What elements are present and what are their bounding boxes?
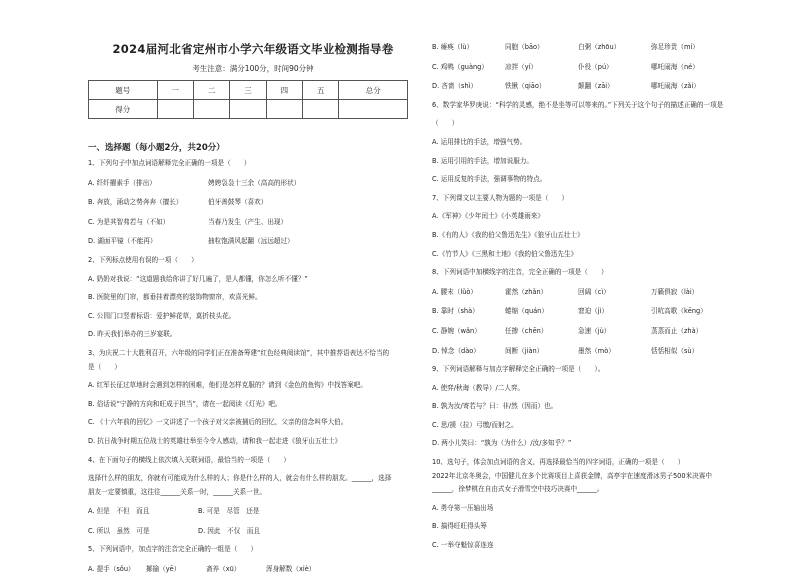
option: B. 瘫痪（lù）: [432, 43, 474, 51]
option-row: [432, 288, 732, 297]
option: C. 一举夺魁惊喜连连: [432, 541, 494, 550]
option-row: [432, 43, 732, 52]
question-stem: 10、选句子，体会加点词语的含义，再选择最恰当的四字词语，正确的一项是（ ）: [432, 458, 685, 467]
option-row: [432, 327, 732, 336]
option: A. 运用排比的手法，增强气势。: [432, 137, 527, 146]
option-row: [88, 218, 418, 227]
option: C. 静婉（wǎn）: [432, 326, 481, 335]
score-table-score-row: [89, 100, 408, 119]
option: D. 吝啬（shì）: [432, 82, 478, 91]
option: A. 红军长征过草地时会遇到怎样的困难，他们是怎样克服的？请到《金色的鱼钩》中找答案吧。: [88, 381, 367, 390]
option-row: [432, 307, 732, 316]
option: 抽粒饱满风起翻（远远超过）: [208, 237, 294, 246]
option: A. 但是 不但 而且: [88, 507, 150, 516]
option: B. 搞得旺旺得头筹: [432, 522, 487, 531]
score-header-cell: 总分: [339, 81, 408, 100]
option: B. 可是 尽管 还是: [198, 507, 260, 516]
option: 颠翻（zāi）: [578, 82, 614, 91]
option: A. 勇夺第一压轴出场: [432, 503, 494, 512]
section-heading: 一、选择题（每小题2分，共20分）: [88, 143, 225, 153]
question-passage: 选择什么样的朋友，你就有可能成为什么样的人；你是什么样的人，就会有什么样的朋友。______，选择: [88, 474, 392, 483]
exam-notice: 考生注意：满分100分，时间90分钟: [192, 64, 314, 73]
option: D. 抗日战争时期五位战士的英雄壮举至今令人感动，请和我一起走进《狼牙山五壮士》: [88, 436, 342, 445]
question-stem: 5、下列词语中，加点字的注音完全正确的一组是（ ）: [88, 545, 258, 554]
option: D. 悼念（dào）: [432, 346, 480, 355]
right-column: [432, 0, 732, 550]
exam-title: 2024届河北省定州市小学六年级语文毕业检测指导卷: [112, 42, 394, 56]
score-header-cell: 四: [266, 81, 302, 100]
option: D. 因此 不仅 而且: [198, 526, 261, 535]
question-paren: （ ）: [432, 119, 459, 128]
option: C. 思/援（拉）弓缴/而射之。: [432, 420, 518, 429]
option-row: [432, 63, 732, 72]
option: A. 奶奶对我说：“这道题我给你讲了好几遍了，是人都懂，你怎么听不懂？”: [88, 274, 308, 283]
question-stem: 1、下列句子中加点词语解释完全正确的一项是（ ）: [88, 159, 251, 167]
score-table-header-row: [89, 81, 408, 100]
question-stem: 8、下列词语中加横线字的注音，完全正确的一项是（ ）: [432, 268, 608, 277]
score-cell: [230, 100, 266, 119]
option-row: [88, 179, 418, 188]
question-passage: 2022年北京冬奥会，中国健儿在多个比赛项目上喜获金牌，高亭宇在速度滑冰男子500米决赛中: [432, 471, 712, 480]
option: A. 使弈/秋诲（教导）/二人弈。: [432, 383, 525, 392]
question-stem-cont: 是（ ）: [88, 362, 121, 371]
option: 伯牙善鼓琴（喜欢）: [208, 198, 268, 207]
option: 恬恬相似（sù）: [651, 346, 699, 355]
option: B. 运用引用的手法，增加说服力。: [432, 156, 534, 165]
option: 同胞（bāo）: [505, 43, 544, 51]
option: 急速（jù）: [578, 326, 611, 335]
option: 白粥（zhōu）: [578, 43, 621, 51]
option: B. 俗话说“宁静的方向和旺成于担当”，请在一起阅读《灯光》吧。: [88, 399, 282, 408]
score-cell: [266, 100, 302, 119]
option: C. 所以 虽然 可是: [88, 526, 150, 535]
option: 娉娉袅袅十三余（高高的形状）: [208, 178, 301, 187]
option: 浑身解数（xiè）: [266, 565, 316, 574]
score-row-label: 得分: [89, 100, 158, 119]
option: B. 奔放，涌动之势奔奔（擅长）: [88, 198, 183, 207]
question-stem: 3、为庆祝二十大胜利召开，六年级的同学们正在准备筹建“红色经典阅读馆”，其中推荐语表达不恰当的: [88, 348, 390, 357]
score-header-cell: 题号: [89, 81, 158, 100]
option: C.《竹节人》《三黑和土地》《我的伯父鲁迅先生》: [432, 249, 578, 258]
option: C. 运用反复的手法，强调事物的特点。: [432, 175, 547, 184]
option-row: [88, 527, 418, 536]
question-passage: 朋友一定要慎重，这往往______关系一时，______关系一世。: [88, 487, 267, 496]
option: B.《有的人》《我的伯父鲁迅先生》《狼牙山五壮士》: [432, 230, 584, 239]
score-header-cell: 一: [157, 81, 193, 100]
option: B. 孰为汝/寄若与？曰：非/然（因而）也。: [432, 402, 558, 411]
option: 铁锹（qiāo）: [505, 82, 546, 91]
option: 回阔（cì）: [578, 287, 610, 296]
question-stem: 4、在下面句子的横线上依次填入关联词语，最恰当的一项是（ ）: [88, 455, 291, 464]
score-header-cell: 三: [230, 81, 266, 100]
option: 任掺（chēn）: [505, 326, 548, 335]
option: C. 公园门口竖着标语：爱护鲜花草，莫折枝头花。: [88, 311, 236, 320]
option: 仆役（pú）: [578, 62, 613, 71]
option: 揶揄（yē）: [146, 565, 181, 574]
option: D. 湖面平镜（不能再）: [88, 237, 157, 246]
option: C. 《十六年前的回忆》一文讲述了一个孩子对父亲被捕后的回忆，父亲的信念叫华大伯。: [88, 418, 348, 427]
option: 间断（jiàn）: [505, 346, 544, 355]
score-cell: [303, 100, 339, 119]
option: 弥足珍贵（mí）: [651, 43, 699, 51]
option-row: [432, 82, 732, 91]
option: D. 昨天我们举办的三岁宴联。: [88, 330, 177, 339]
option-row: [88, 507, 418, 516]
score-header-cell: 二: [193, 81, 229, 100]
option: 斋养（xū）: [206, 565, 241, 574]
question-passage: ______，徐梦桃在自由式女子滑雪空中技巧决赛中______。: [432, 485, 604, 494]
score-cell: [157, 100, 193, 119]
score-table: [88, 80, 408, 119]
option: 引吭高歌（kēng）: [651, 307, 707, 316]
option: A. 纤纤擢素手（排出）: [88, 178, 156, 187]
option-row: [432, 347, 732, 356]
option: D. 两小儿笑曰：“孰为（为什么）/汝/多知乎？”: [432, 439, 572, 448]
option: 霍然（zhǎn）: [505, 287, 548, 296]
option: 蒸蒸而止（zhà）: [651, 326, 703, 335]
option: A. 提手（sǒu）: [88, 565, 135, 574]
question-stem: 6、数学家华罗庚说：“科学的灵感，绝不是坐等可以等来的。”下列关于这个句子的描述正确的一项是: [432, 100, 724, 109]
question-stem: 7、下列课文以主要人物为题的一项是（ ）: [432, 193, 569, 202]
option: 万籁俱寂（lài）: [651, 287, 699, 296]
option: B. 医院里的门帘，都垂挂着漂亮的装饰物窗帘，欢喜光鲜。: [88, 293, 262, 302]
option-row: [88, 198, 418, 207]
option: 哪吒闹海（né）: [651, 62, 699, 71]
option: A. 腰末（lǔò）: [432, 287, 478, 296]
option: 蜷缩（quán）: [505, 307, 548, 316]
question-stem: 2、下列标点使用有误的一项（ ）: [88, 255, 198, 264]
option: 窘迫（jì）: [578, 307, 609, 316]
score-cell: [339, 100, 408, 119]
option-row: [88, 565, 418, 574]
option: 墨然（mò）: [578, 346, 615, 355]
score-cell: [193, 100, 229, 119]
option: C. 鸡鸭（guàng）: [432, 62, 488, 71]
option: 当春乃发生（产生、出现）: [208, 217, 288, 226]
option: B. 靠时（shà）: [432, 307, 479, 316]
option-row: [88, 237, 418, 246]
option: C. 为是其智弗若与（不如）: [88, 217, 170, 226]
option: A.《军神》《少年闰土》《小英雄雨来》: [432, 212, 544, 221]
option: 哪吒闹海（zǎi）: [651, 82, 700, 91]
option: 凉拌（yí）: [505, 62, 538, 71]
question-stem: 9、下列词语解释与加点字解释完全正确的一项是（ ）。: [432, 365, 605, 374]
score-header-cell: 五: [303, 81, 339, 100]
left-column: [88, 0, 418, 574]
